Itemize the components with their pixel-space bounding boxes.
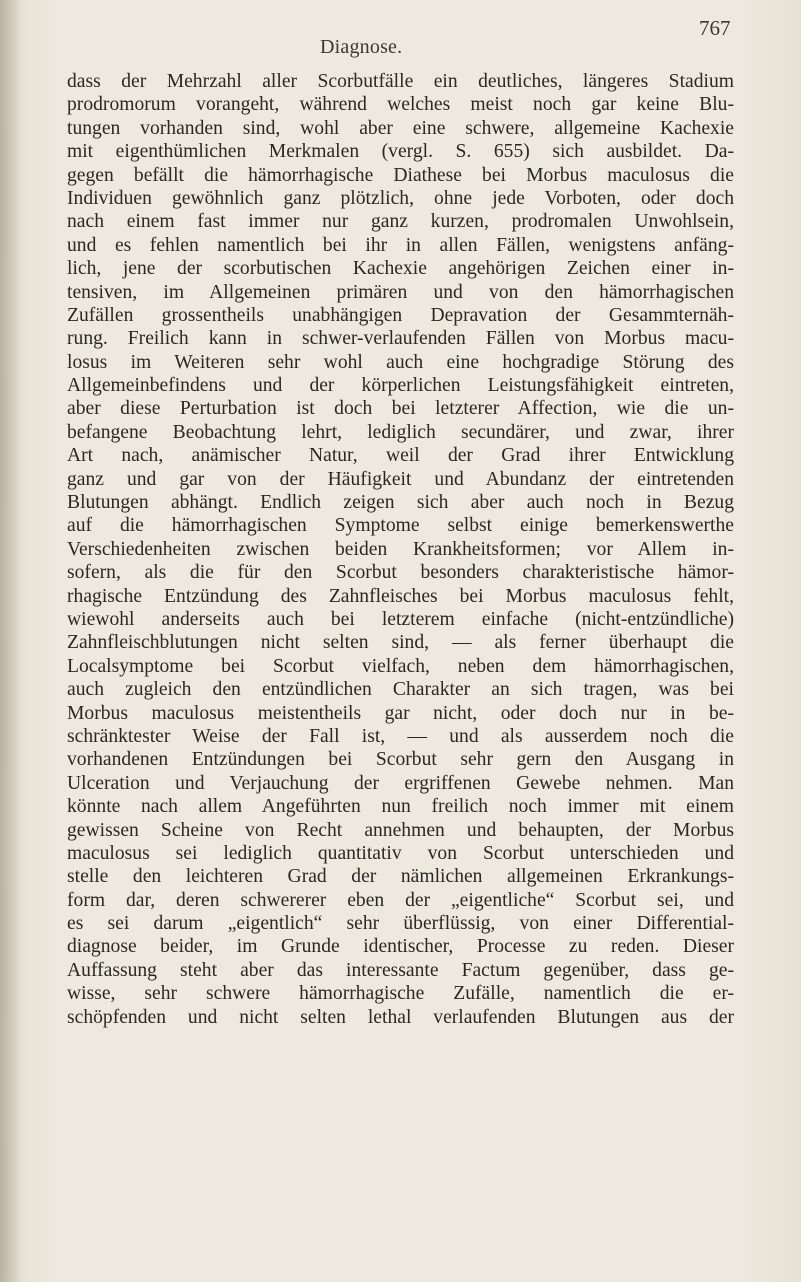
text-line: aber diese Perturbation ist doch bei letzterer Affection, wie die un- [67, 398, 734, 420]
page-header [0, 8, 801, 58]
text-line: ganz und gar von der Häufigkeit und Abundanz der eintretenden [67, 468, 734, 490]
text-line: vorhandenen Entzündungen bei Scorbut sehr gern den Ausgang in [67, 749, 734, 771]
text-line: maculosus sei lediglich quantitativ von Scorbut unterschieden und [67, 842, 734, 864]
text-line: rhagische Entzündung des Zahnfleisches bei Morbus maculosus fehlt, [67, 585, 734, 607]
text-line: Blutungen abhängt. Endlich zeigen sich aber auch noch in Bezug [67, 492, 734, 514]
text-line: könnte nach allem Angeführten nun freilich noch immer mit einem [67, 796, 734, 818]
text-line: Individuen gewöhnlich ganz plötzlich, ohne jede Vorboten, oder doch [67, 187, 734, 209]
body-text [67, 70, 734, 1029]
text-line: tungen vorhanden sind, wohl aber eine schwere, allgemeine Kachexie [67, 117, 734, 139]
text-line: gegen befällt die hämorrhagische Diathese bei Morbus maculosus die [67, 164, 734, 186]
text-line: rung. Freilich kann in schwer-verlaufenden Fällen von Morbus macu- [67, 328, 734, 350]
text-line: auf die hämorrhagischen Symptome selbst einige bemerkenswerthe [67, 515, 734, 537]
text-line: Ulceration und Verjauchung der ergriffenen Gewebe nehmen. Man [67, 772, 734, 794]
text-line: auch zugleich den entzündlichen Charakter an sich tragen, was bei [67, 679, 734, 701]
text-line: befangene Beobachtung lehrt, lediglich secundärer, und zwar, ihrer [67, 421, 734, 443]
running-title: Diagnose. [320, 36, 403, 58]
text-line: wiewohl anderseits auch bei letzterem einfache (nicht-entzündliche) [67, 608, 734, 630]
text-line: Verschiedenheiten zwischen beiden Krankheitsformen; vor Allem in- [67, 538, 734, 560]
text-line: diagnose beider, im Grunde identischer, Processe zu reden. Dieser [67, 936, 734, 958]
text-line: gewissen Scheine von Recht annehmen und behaupten, der Morbus [67, 819, 734, 841]
text-line: Allgemeinbefindens und der körperlichen Leistungsfähigkeit eintreten, [67, 375, 734, 397]
text-line: mit eigenthümlichen Merkmalen (vergl. S. 655) sich ausbildet. Da- [67, 141, 734, 163]
text-line: Localsymptome bei Scorbut vielfach, neben dem hämorrhagischen, [67, 655, 734, 677]
text-line: Auffassung steht aber das interessante Factum gegenüber, dass ge- [67, 959, 734, 981]
text-line: nach einem fast immer nur ganz kurzen, prodromalen Unwohlsein, [67, 211, 734, 233]
text-line: stelle den leichteren Grad der nämlichen allgemeinen Erkrankungs- [67, 866, 734, 888]
text-line: Morbus maculosus meistentheils gar nicht, oder doch nur in be- [67, 702, 734, 724]
text-line: Zufällen grossentheils unabhängigen Depravation der Gesammternäh- [67, 304, 734, 326]
text-line: wisse, sehr schwere hämorrhagische Zufälle, namentlich die er- [67, 983, 734, 1005]
text-line: es sei darum „eigentlich“ sehr überflüssig, von einer Differential- [67, 913, 734, 935]
text-line: losus im Weiteren sehr wohl auch eine hochgradige Störung des [67, 351, 734, 373]
text-line: Art nach, anämischer Natur, weil der Grad ihrer Entwicklung [67, 445, 734, 467]
text-line: Zahnfleischblutungen nicht selten sind, — als ferner überhaupt die [67, 632, 734, 654]
text-line: und es fehlen namentlich bei ihr in allen Fällen, wenigstens anfäng- [67, 234, 734, 256]
text-line: tensiven, im Allgemeinen primären und von den hämorrhagischen [67, 281, 734, 303]
text-line: sofern, als die für den Scorbut besonders charakteristische hämor- [67, 562, 734, 584]
page-number: 767 [699, 16, 731, 40]
text-line: lich, jene der scorbutischen Kachexie angehörigen Zeichen einer in- [67, 258, 734, 280]
text-line: form dar, deren schwererer eben der „eigentliche“ Scorbut sei, und [67, 889, 734, 911]
text-line: dass der Mehrzahl aller Scorbutfälle ein deutliches, längeres Stadium [67, 71, 734, 92]
text-line: prodromorum vorangeht, während welches meist noch gar keine Blu- [67, 94, 734, 116]
text-line: schränktester Weise der Fall ist, — und als ausserdem noch die [67, 725, 734, 747]
page-spine-shadow [0, 0, 22, 1282]
text-line: schöpfenden und nicht selten lethal verlaufenden Blutungen aus der [67, 1006, 734, 1028]
